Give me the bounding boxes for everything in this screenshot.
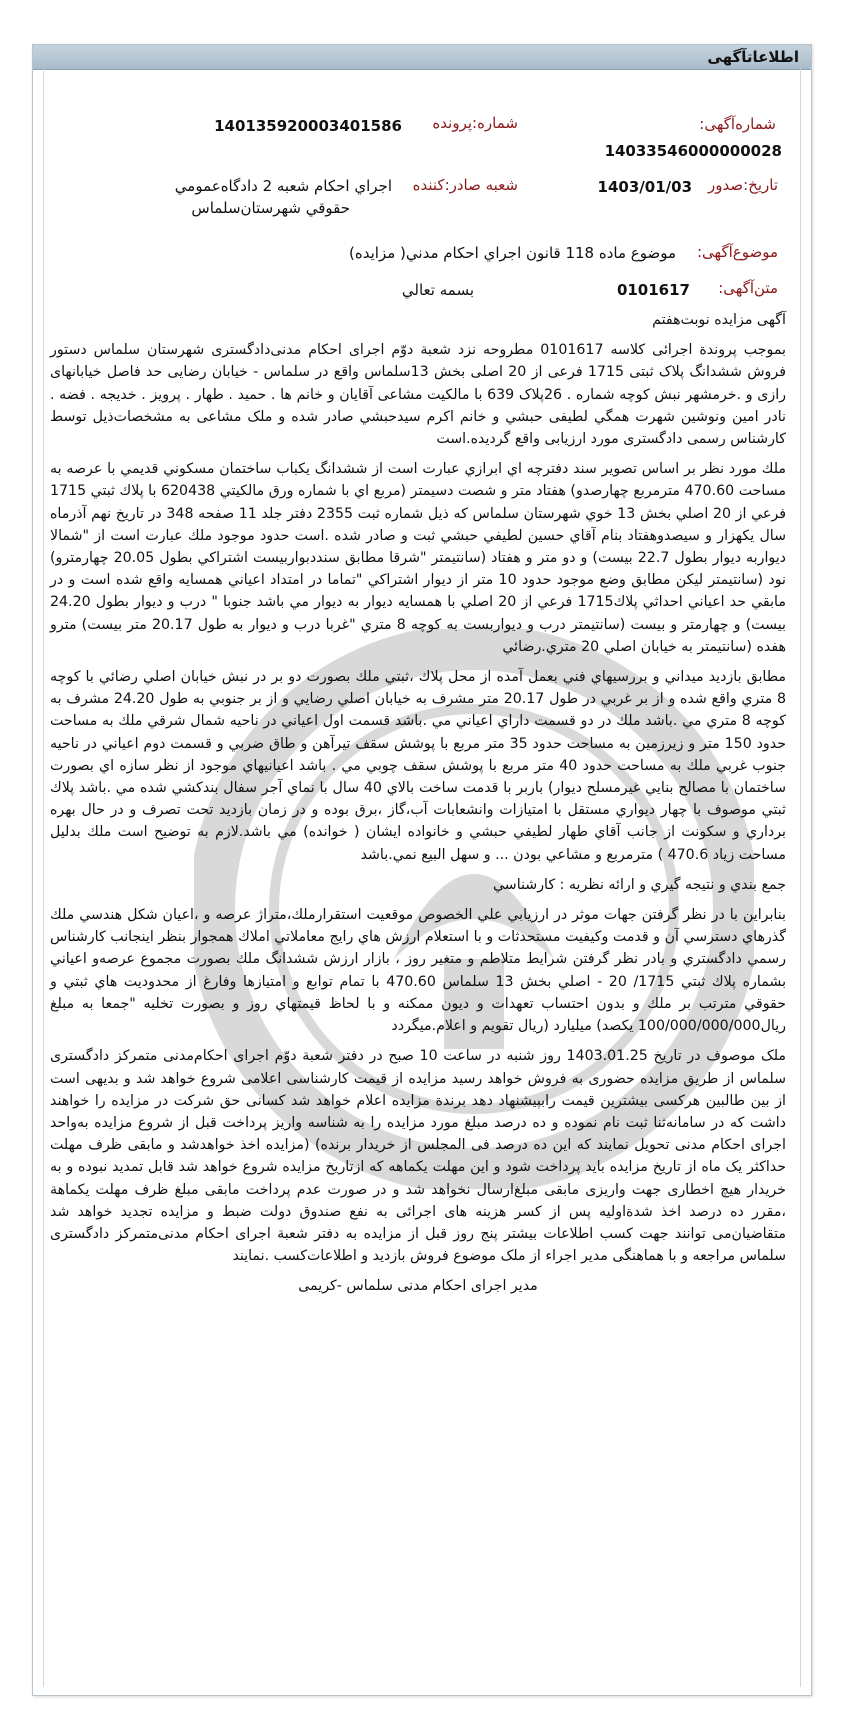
notice-body <box>50 309 786 1306</box>
panel-header: اطلاعاتآگهی <box>33 45 811 70</box>
subject-label: موضوع‌آگهی: <box>697 243 778 261</box>
subject-text: موضوع ماده 118 قانون اجراي احكام مدني( مزايده) <box>349 244 676 262</box>
notice-panel <box>32 44 812 1696</box>
basmala: بسمه تعالي <box>401 281 474 299</box>
issue-date-label: تاریخ:صدور <box>708 176 778 194</box>
paragraph-field-inspection: مطابق بازديد ميداني و بررسيهاي فني بعمل آمده از محل پلاك ،ثبتي ملك بصورت دو بر در نبش خيابان اصلي رضائي با كوچه 8 متري واقع شده و از بر غربي در طول 20.17 متر مشرف به خيابان اصلي رضايي و از بر جنوبي به طول 24.20 مشرف به كوچه 8 متري مي .باشد ملك در دو قسمت داراي اعياني مي .باشد قسمت اول اعياني در ناحيه شمال شرقي ملك به مساحت حدود 150 متر و زيرزمين به مساحت حدود 35 متر مربع با پوشش سقف تيرآهن و طاق ضربي و قسمت دوم اعياني در ناحيه جنوب غربي ملك به مساحت حدود 40 متر مربع با پوشش سقف چوبي مي . باشد اعيانيهاي موجود از نظر سازه اي بصورت ساختمان با مصالح بنايي غيرمسلح ديوار) باربر با قدمت ساخت بالاي 40 سال با نماي آجر سفال بندكشي شده مي .باشد پلاك ثبتي موصوف با چهار ديواري مستقل با امتيازات وانشعابات آب،گاز ،برق بوده و در زمان بازديد تحت تصرف و در حال بهره برداري و سكونت از جانب آقاي طهار لطيفي حبشي و خانواده ايشان ( خوانده) مي باشد.لازم به توضيح است ملك بدليل مساحت زياد 470.6 ) مترمربع و مشاعي بودن ... و سهل البيع نمي.باشد <box>50 669 787 863</box>
paragraph-valuation: بنابراين با در نظر گرفتن جهات موثر در ارزيابي علي الخصوص موقعيت استقرارملك،متراژ عرصه و ،اعيان شكل هندسي ملك گذرهاي دسترسي آن و قدمت وكيفيت مستحدثات و با استعلام ارزش هاي رايج معاملاتي املاك همجوار بنظر اينجانب كارشناس رسمي دادگستري و بادر نظر گرفتن شرايط متلاطم و متغير روز ، بازار ارزش ششدانگ ملك بصورت مجموع عرصه‌و اعياني بشماره پلاك ثبتي 1715/ 20 - اصلي بخش 13 سلماس 470.60 با تمام توابع و امتيازها وفارغ از محدوديت هاي ثبتي و حقوقي مترتب بر ملك و بدون احتساب تعهدات و ديون ممكنه و با لحاظ قيمتهاي روز و بصورت تخليه "جمعا به مبلغ ريال100/000/000/000 يكصد) ميليارد (ريال تقويم و اعلام.ميگردد <box>50 907 787 1035</box>
file-number-label: شماره:پرونده <box>432 114 518 132</box>
issuer-line2: حقوقي شهرستان‌سلماس <box>191 199 350 217</box>
issuer-label: شعبه صادر:کننده <box>412 176 518 194</box>
text-code: 0101617 <box>616 281 690 299</box>
notice-content <box>43 69 801 1687</box>
notice-number: 14033546000000028 <box>604 142 782 160</box>
notice-number-label: شماره‌آگهی: <box>699 115 776 133</box>
issuer-line1: اجراي احكام شعبه 2 دادگاه‌عمومي <box>174 177 392 195</box>
paragraph-auction-terms: ملک موصوف در تاریخ 1403.01.25 روز شنبه در ساعت 10 صبح در دفتر شعبة دوّم اجرای احکام‌مدنی متمرکز دادگستری سلماس از طریق مزایده حضوری به فروش خواهد رسید مزایده از قیمت کارشناسی اعلامی شروع خواهد شد و بدیهی است از بین طالبین هرکسی بیشترین قیمت رابپیشنهاد دهد برندة مزایده اعلام خواهد شد کسانی حق شرکت در مزایده را خواهند داشت که در سامانه‌ثنا ثبت نام نموده و ده درصد مبلغ مورد مزایده را به شناسه واریز پرداخت قبل از شروع مزایده به‌واحد اجرای احکام مدنی تحویل نمایند که این ده درصد فی المجلس از خریدار برنده) (مزایده اخذ خواهدشد و مابقی ظرف مهلت حداکثر یک ماه از تاریخ مزایده باید پرداخت شود و این مهلت یکماهه که ازتاریخ مزایده شروع خواهد شد قابل تمدید نبوده و به خریدار هیچ اخطاری جهت واریزی مابقی مبلغ‌ارسال نخواهد شد و در صورت عدم پرداخت مابقی مبلغ ظرف مهلت یکماهة ،مقرر ده درصد اخذ شدة‌اولیه پس از کسر هزینه های اجرائی به نفع صندوق دولت ضبط و مزایده تجدید خواهد شد متقاضیان‌می توانند جهت کسب اطلاعات بیشتر پنج روز قبل از مزایده به دفتر شعبة اجرای احکام مدنی‌متمرکز دادگستری سلماس مراجعه و با هماهنگی مدیر اجراء از ملک موضوع فروش بازدید و اطلاعات‌کسب .نمایند <box>50 1048 786 1265</box>
signature: مدیر اجرای احکام مدنی سلماس -کریمی <box>298 1278 538 1295</box>
paragraph-conclusion-heading: جمع بندي و نتيجه گيري و ارائه نظريه : كارشناسي <box>492 876 786 893</box>
file-number: 140135920003401586 <box>214 117 402 135</box>
text-label: متن‌آگهی: <box>718 279 778 297</box>
issue-date: 1403/01/03 <box>597 178 692 196</box>
notice-heading: آگهی مزایده نوبت‌هفتم <box>652 312 786 328</box>
paragraph-property-description: ملك مورد نظر بر اساس تصوير سند دفترچه اي ابرازي عبارت است از ششدانگ يكباب ساختمان مسكوني قديمي با عرصه به مساحت 470.60 مترمربع چهارصدو) هفتاد متر و شصت دسيمتر (مربع اي با شماره ورق مالكيتي 620438 با پلاك ثبتي 1715 فرعي از 20 اصلي بخش 13 خوي شهرستان سلماس كه ذيل شماره ثبت 2355 دفتر جلد 11 صفحه 348 در تاريخ نهم آذرماه سال يكهزار و سيصدوهفتاد بنام آقاي حسين لطيفي حبشي ثبت و صادر شده .است حدود موجود ملك عبارت است از "شمالا ديواربه ديوار بطول 22.7 بيست) و دو متر و هفتاد (سانتيمتر "شرقا مطابق سنددبواربيست اشتراكي بطول 20.05 چهارمترو) نود (سانتيمتر ليكن مطابق وضع موجود حدود 10 متر از ديوار اشتراكي "تماما در امتداد اعياني همسايه واقع شده است و در مابقي حد اعياني احداثي پلاك1715 فرعي از 20 اصلي با همسايه ديوار به ديوار مي باشد جنوبا " درب و ديوار بطول 24.20 بيست) و چهارمتر و بيست (سانتيمتر درب و ديواربست به كوچه 8 متري "غربا درب و ديوار به طول 20.17 متر بيست) مترو هفده (سانتيمتر به خيابان اصلي 20 متري.رضائي <box>50 461 787 655</box>
paragraph-intro: بموجب پروندة اجرائی کلاسه 0101617 مطروحه نزد شعبة دوّم اجرای احکام مدنی‌دادگستری شهرستان سلماس دستور فروش ششدانگ پلاک ثبتی 1715 فرعی از 20 اصلی بخش 13سلماس واقع در سلماس - خیابان رضایی حد فاصل خیابانهای رازی و .خرمشهر نبش کوچه شماره . 26پلاک 639 با مالکیت مشاعی آقایان و خانم ها . حمید . طهار . پرویز . خدیجه . فضه . نادر امین ونوشین شهرت همگي لطیفی حبشي و خانم اکرم سیدحبشي صادر شده و ملک مشاعی به مشخصات‌ذیل توسط کارشناس رسمی دادگستری مورد ارزیابی واقع گردیده.است <box>50 342 787 448</box>
